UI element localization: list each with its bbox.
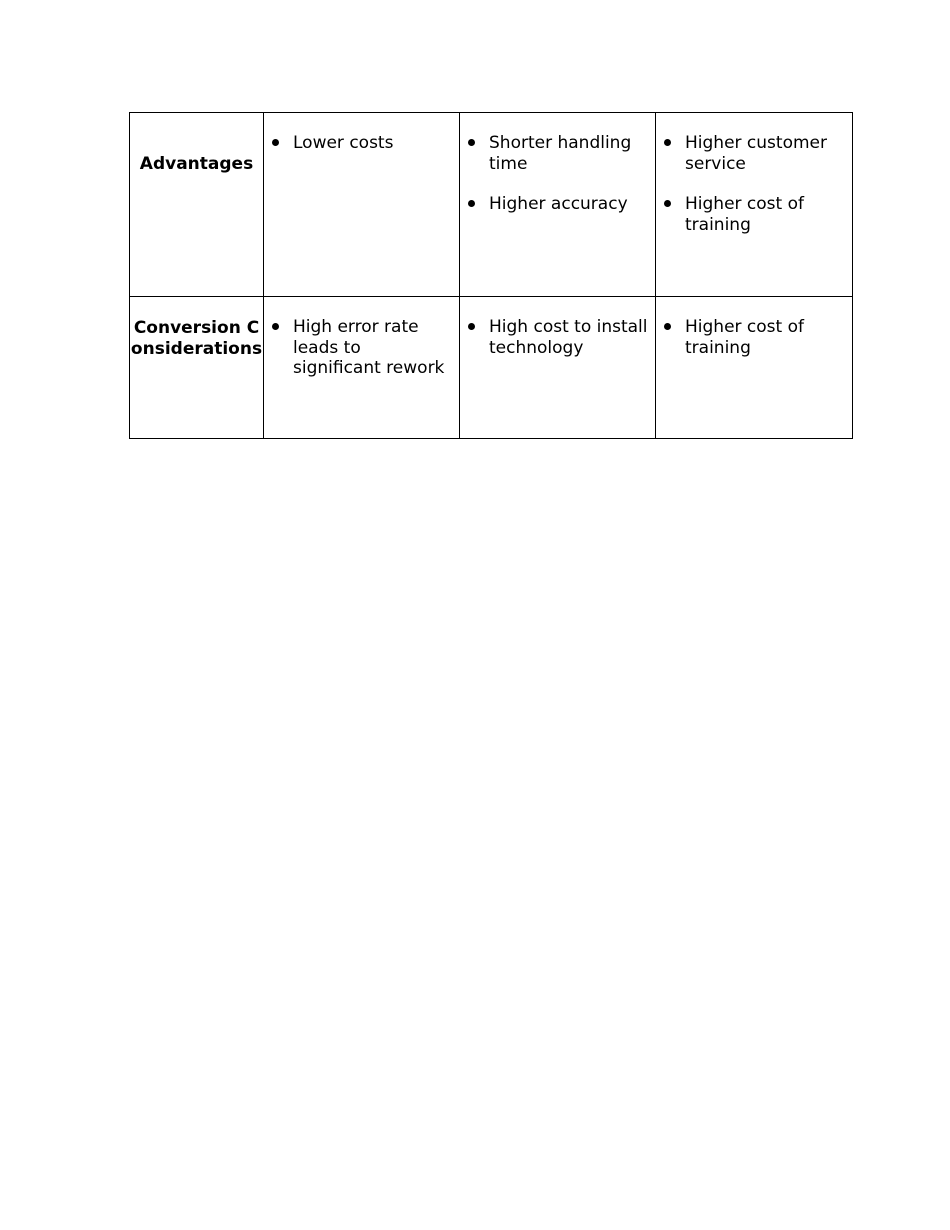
- bullet-icon: [664, 200, 671, 207]
- row-header-conversion-considerations: Conversion Considerations: [130, 297, 264, 439]
- list-item-text: Higher customer service: [685, 133, 827, 174]
- table-cell: [460, 297, 656, 439]
- bullet-icon: [272, 139, 279, 146]
- bullet-list: [264, 297, 459, 379]
- table-row-advantages: [130, 113, 853, 297]
- list-item: [685, 317, 846, 358]
- bullet-list: [460, 113, 655, 215]
- bullet-icon: [664, 323, 671, 330]
- list-item: [489, 317, 649, 358]
- bullet-icon: [468, 139, 475, 146]
- table-row-conversion-considerations: [130, 297, 853, 439]
- bullet-list: [460, 297, 655, 358]
- table-cell: [264, 297, 460, 439]
- list-item: [293, 133, 453, 154]
- bullet-icon: [468, 200, 475, 207]
- list-item-text: High cost to install technology: [489, 317, 648, 358]
- list-item: [685, 194, 846, 235]
- list-item: [489, 194, 649, 215]
- row-header-advantages: Advantages: [130, 113, 264, 297]
- table-cell: [264, 113, 460, 297]
- list-item-text: Higher accuracy: [489, 194, 628, 214]
- list-item: [489, 133, 649, 174]
- list-item-text: Shorter handling time: [489, 133, 632, 174]
- bullet-icon: [468, 323, 475, 330]
- table-cell: [656, 297, 853, 439]
- table-cell: [656, 113, 853, 297]
- bullet-list: [656, 297, 852, 358]
- bullet-list: [656, 113, 852, 235]
- list-item-text: High error rate leads to significant rework: [293, 317, 445, 378]
- comparison-table: [129, 112, 853, 439]
- list-item-text: Lower costs: [293, 133, 394, 153]
- bullet-icon: [272, 323, 279, 330]
- bullet-list: [264, 113, 459, 154]
- list-item-text: Higher cost of training: [685, 194, 804, 235]
- list-item: [293, 317, 453, 379]
- table-cell: [460, 113, 656, 297]
- list-item: [685, 133, 846, 174]
- bullet-icon: [664, 139, 671, 146]
- list-item-text: Higher cost of training: [685, 317, 804, 358]
